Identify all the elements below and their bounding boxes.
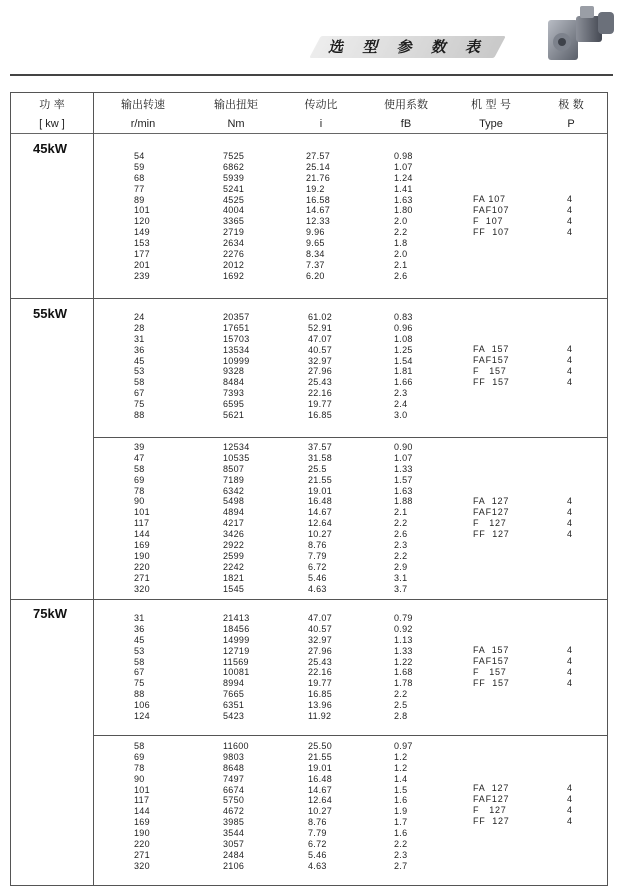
pole-column: 4 4 4 4 [567, 194, 573, 237]
pole-column: 4 4 4 4 [567, 645, 573, 688]
header-power: 功 率 [ kw ] [39, 98, 65, 130]
ratio-column: 61.02 52.91 47.07 40.57 32.97 27.96 25.43 22.16 19.77 16.85 [308, 312, 333, 421]
column-divider [93, 93, 94, 885]
ratio-column: 27.57 25.14 21.76 19.2 16.58 14.67 12.33 9.96 9.65 8.34 7.37 6.20 [306, 151, 331, 281]
pole-column: 4 4 4 4 [567, 496, 573, 539]
type-column: FA 127 FAF127 F 127 FF 127 [473, 496, 510, 539]
header-torque: 输出扭矩 Nm [214, 98, 258, 130]
torque-column: 20357 17651 15703 13534 10999 9328 8484 7393 6595 5621 [223, 312, 250, 421]
section-title-banner [315, 36, 500, 58]
power-label: 75kW [33, 606, 67, 621]
power-label: 45kW [33, 141, 67, 156]
power-label: 55kW [33, 306, 67, 321]
factor-column: 0.98 1.07 1.24 1.41 1.63 1.80 2.0 2.2 1.8 2.0 2.1 2.6 [394, 151, 413, 281]
block-divider [11, 298, 607, 299]
torque-column: 11600 9803 8648 7497 6674 5750 4672 3985 3544 3057 2484 2106 [223, 741, 249, 871]
ratio-column: 25.50 21.55 19.01 16.48 14.67 12.64 10.27 8.76 7.79 6.72 5.46 4.63 [308, 741, 333, 871]
header-poles: 极 数 P [558, 98, 584, 130]
torque-column: 12534 10535 8507 7189 6342 5498 4894 4217 3426 2922 2599 2242 1821 1545 [223, 442, 250, 594]
header-rule [10, 74, 613, 76]
factor-column: 0.90 1.07 1.33 1.57 1.63 1.88 2.1 2.2 2.6 2.3 2.2 2.9 3.1 3.7 [394, 442, 413, 594]
type-column: FA 157 FAF157 F 157 FF 157 [473, 645, 510, 688]
torque-column: 7525 6862 5939 5241 4525 4004 3365 2719 2634 2276 2012 1692 [223, 151, 245, 281]
block-divider [11, 599, 607, 600]
table-header [11, 93, 607, 134]
block-divider [93, 437, 607, 438]
header-speed: 输出转速 r/min [121, 98, 165, 130]
speed-column: 24 28 31 36 45 53 58 67 75 88 [134, 312, 145, 421]
speed-column: 39 47 58 69 78 90 101 117 144 169 190 220 271 320 [134, 442, 150, 594]
speed-column: 54 59 68 77 89 101 120 149 153 177 201 239 [134, 151, 150, 281]
speed-column: 58 69 78 90 101 117 144 169 190 220 271 320 [134, 741, 150, 871]
header-type: 机 型 号 Type [471, 98, 511, 130]
type-column: FA 127 FAF127 F 127 FF 127 [473, 783, 510, 826]
ratio-column: 47.07 40.57 32.97 27.96 25.43 22.16 19.77 16.85 13.96 11.92 [308, 613, 333, 722]
gear-reducer-icon [540, 2, 618, 64]
torque-column: 21413 18456 14999 12719 11569 10081 8994 7665 6351 5423 [223, 613, 250, 722]
factor-column: 0.83 0.96 1.08 1.25 1.54 1.81 1.66 2.3 2.4 3.0 [394, 312, 413, 421]
page-title: 选 型 参 数 表 [328, 38, 487, 56]
factor-column: 0.97 1.2 1.2 1.4 1.5 1.6 1.9 1.7 1.6 2.2 2.3 2.7 [394, 741, 413, 871]
ratio-column: 37.57 31.58 25.5 21.55 19.01 16.48 14.67 12.64 10.27 8.76 7.79 6.72 5.46 4.63 [308, 442, 333, 594]
type-column: FA 157 FAF157 F 157 FF 157 [473, 344, 510, 387]
header-factor: 使用系数 fB [384, 98, 428, 130]
factor-column: 0.79 0.92 1.13 1.33 1.22 1.68 1.78 2.2 2.5 2.8 [394, 613, 413, 722]
pole-column: 4 4 4 4 [567, 344, 573, 387]
speed-column: 31 36 45 53 58 67 75 88 106 124 [134, 613, 150, 722]
block-divider [93, 735, 607, 736]
header-ratio: 传动比 i [304, 98, 338, 130]
pole-column: 4 4 4 4 [567, 783, 573, 826]
type-column: FA 107 FAF107 F 107 FF 107 [473, 194, 510, 237]
selection-table [10, 92, 608, 886]
